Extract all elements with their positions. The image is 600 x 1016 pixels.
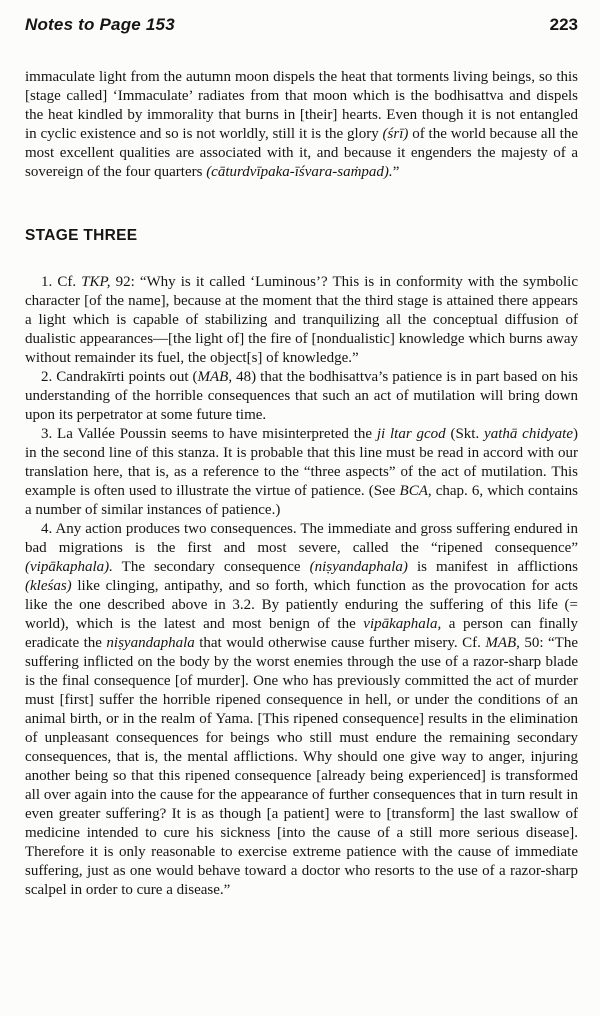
note-4: 4. Any action produces two consequences. The immediate and gross suffering endured in bad migrations is the first and most severe, called the “ripened consequence” (vipākaphala). The secondary consequence (niṣyandaphala) is manifest in afflictions (kleśas) like clinging, antipathy, and so forth, which function as the provocation for acts like the one described above in 3.2. By patiently enduring the suffering of this life (= world), which is the latest and most benign of the vipākaphala, a person can finally eradicate the niṣyandaphala that would otherwise cause further misery. Cf. MAB, 50: “The suffering inflicted on the body by the worst enemies through the use of a razor-sharp blade is the final consequence [of murder]. One who has previously committed the act of murder must [first] suffer the horrible ripened consequence in hell, or under the conditions of an animal birth, or in the realm of Yama. [This ripened consequence] results in the elimination of unpleasant consequences for beings who still must endure the remaining secondary consequences, that is, the mental afflictions. Why should one give way to anger, injuring another being so that this ripened consequence [already being experienced] is transformed all over again into the cause for the appearance of further consequences that in turn result in even greater suffering? It is as though [a patient] were to [transform] the last swallow of medicine intended to cure his sickness [into the cause of a still more serious disease]. Therefore it is only reasonable to exercise extreme patience with the cause of immediate suffering, just as one would behave toward a doctor who resorts to the use of a razor-sharp scalpel in order to cure a disease.” (25, 521, 578, 898)
note-3: 3. La Vallée Poussin seems to have misinterpreted the ji ltar gcod (Skt. yathā chidyate) in the second line of this stanza. It is probable that this line must be read in accord with our translation here, that is, as a reference to the “three aspects” of the act of mutilation. This example is often used to illustrate the virtue of patience. (See BCA, chap. 6, which contains a number of similar instances of patience.) (25, 426, 578, 518)
section-heading-stage-three: STAGE THREE (25, 227, 138, 244)
running-head-title: Notes to Page 153 (25, 15, 175, 34)
running-header (25, 15, 578, 35)
note-1: 1. Cf. TKP, 92: “Why is it called ‘Luminous’? This is in conformity with the symbolic character [of the name], because at the moment that the third stage is attained there appears a light which is capable of stabilizing and tranquilizing all the conceptual diffusion of dualistic appearances—[the light of] the fire of [nondualistic] knowledge which burns away without remainder its fuel, the object[s] of knowledge.” (25, 274, 579, 366)
page-body (25, 68, 578, 900)
page-number: 223 (549, 15, 578, 34)
continuation-paragraph: immaculate light from the autumn moon dispels the heat that torments living beings, so this [stage called] ‘Immaculate’ radiates from that moon which is the bodhisattva and dispels the heat kindled by immorality that burns in [their] hearts. Even though it is not entangled in cyclic existence and so is not worldly, still it is the glory (śrī) of the world because all the most excellent qualities are associated with it, and because it engenders the majesty of a sovereign of the four quarters (cāturdvīpaka-īśvara-saṁpad).” (25, 69, 578, 180)
note-2: 2. Candrakīrti points out (MAB, 48) that the bodhisattva’s patience is in part based on his understanding of the horrible consequences that such an act of mutilation will bring down upon its perpetrator at some future time. (25, 369, 578, 423)
